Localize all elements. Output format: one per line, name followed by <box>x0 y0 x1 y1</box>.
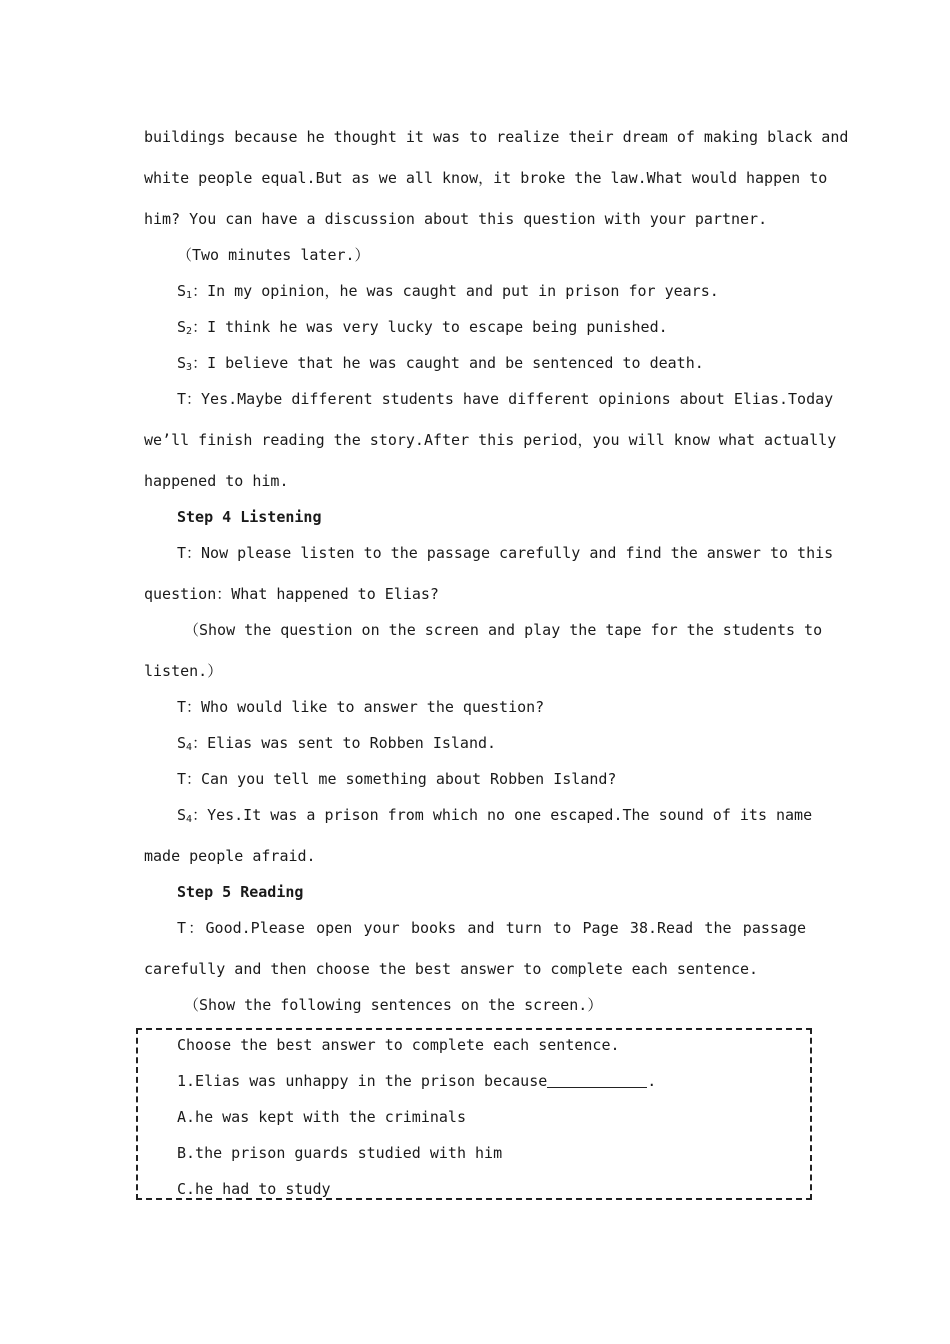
speaker-label: S <box>177 734 187 752</box>
teacher-1-line3: happened to him. <box>144 472 289 490</box>
step-5-heading: Step 5 Reading <box>177 883 304 901</box>
teacher-1-line2: we’ll finish reading the story.After this period，you will know what actually <box>144 431 837 449</box>
speaker-number: 3 <box>186 362 193 373</box>
question-end: . <box>647 1072 657 1090</box>
student-4-line <box>177 733 806 758</box>
exercise-question-1 <box>177 1071 806 1091</box>
teacher-5-line2: carefully and then choose the best answer to complete each sentence. <box>144 960 759 978</box>
option-c: C.he had to study <box>177 1180 331 1198</box>
speaker-text: ：In my opinion，he was caught and put in prison for years. <box>192 282 719 300</box>
speaker-label: S <box>177 354 187 372</box>
note-show-question-line2: listen.） <box>144 662 223 680</box>
speaker-label: S <box>177 318 187 336</box>
speaker-text: ：Yes.It was a prison from which no one escaped.The sound of its name <box>192 806 813 824</box>
step-4-heading: Step 4 Listening <box>177 508 322 526</box>
question-text: 1.Elias was unhappy in the prison because <box>177 1072 548 1090</box>
student-1-line <box>177 281 806 306</box>
student-4b-line2: made people afraid. <box>144 847 316 865</box>
speaker-label: S <box>177 282 187 300</box>
para1-line3: him? You can have a discussion about this question with your partner. <box>144 210 768 228</box>
teacher-5-line1: T：Good.Please open your books and turn to Page 38.Read the passage <box>177 919 806 937</box>
teacher-3-line: T：Who would like to answer the question? <box>177 698 545 716</box>
speaker-text: ：Elias was sent to Robben Island. <box>192 734 497 752</box>
note-two-minutes: （Two minutes later.） <box>177 246 370 264</box>
speaker-label: S <box>177 806 187 824</box>
note-show-sentences: （Show the following sentences on the screen.） <box>184 996 603 1014</box>
teacher-2-line2: question：What happened to Elias? <box>144 585 439 603</box>
teacher-1-line1: T：Yes.Maybe different students have different opinions about Elias.Today <box>177 390 834 408</box>
speaker-number: 1 <box>186 290 193 301</box>
speaker-text: ：I believe that he was caught and be sentenced to death. <box>192 354 704 372</box>
answer-blank <box>547 1073 647 1088</box>
student-3-line <box>177 353 806 378</box>
para1-line1: buildings because he thought it was to realize their dream of making black and <box>144 128 849 146</box>
student-2-line <box>177 317 806 342</box>
speaker-number: 4 <box>186 814 193 825</box>
note-show-question-line1: （Show the question on the screen and play the tape for the students to <box>184 621 823 639</box>
speaker-number: 2 <box>186 326 193 337</box>
para1-line2: white people equal.But as we all know，it broke the law.What would happen to <box>144 169 828 187</box>
option-b: B.the prison guards studied with him <box>177 1144 503 1162</box>
teacher-4-line: T：Can you tell me something about Robben Island? <box>177 770 617 788</box>
teacher-2-line1: T：Now please listen to the passage carefully and find the answer to this <box>177 544 834 562</box>
speaker-text: ：I think he was very lucky to escape being punished. <box>192 318 668 336</box>
option-a: A.he was kept with the criminals <box>177 1108 466 1126</box>
student-4b-line1 <box>177 805 813 830</box>
speaker-number: 4 <box>186 742 193 753</box>
exercise-instruction: Choose the best answer to complete each sentence. <box>177 1036 620 1054</box>
